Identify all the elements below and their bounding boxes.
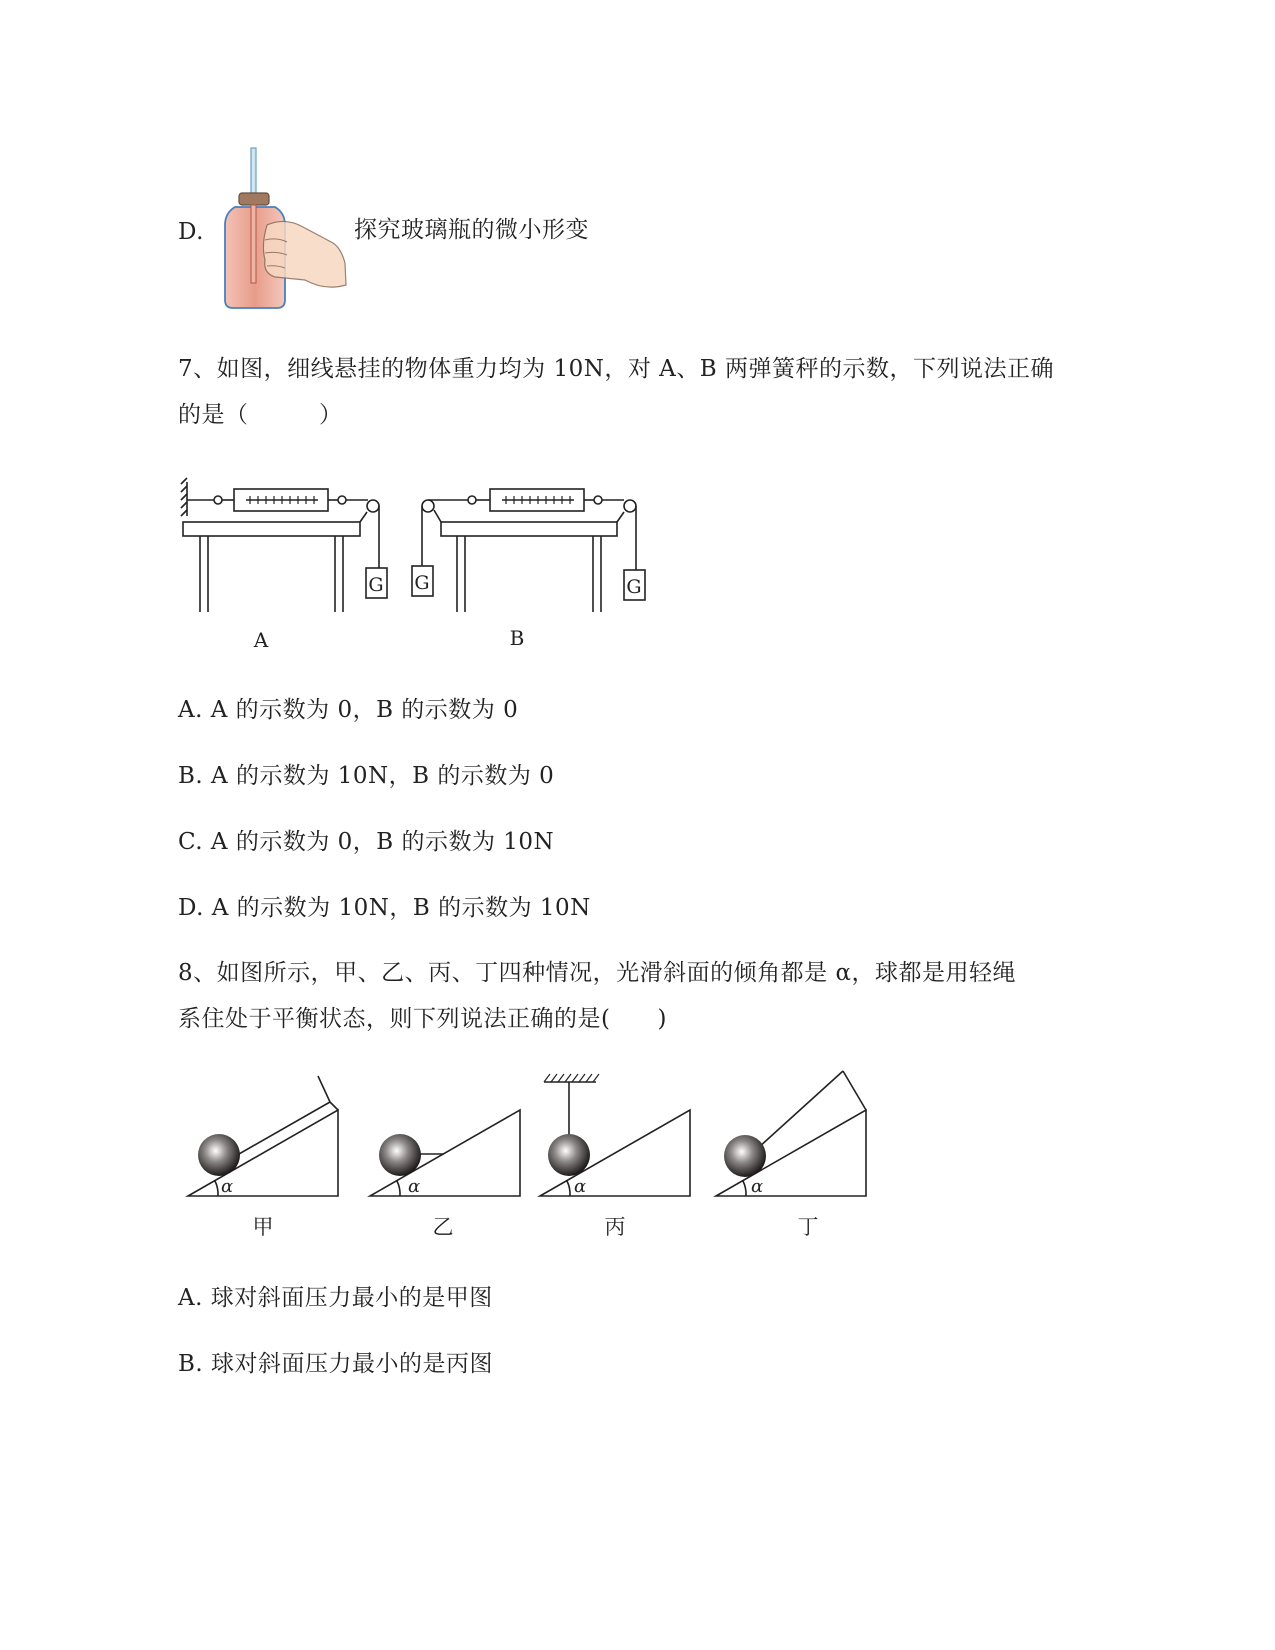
ball-ding xyxy=(724,1135,766,1177)
weight-b-left-label: G xyxy=(414,572,430,594)
weight-a-label: G xyxy=(368,574,384,596)
angle-label-jia: α xyxy=(221,1176,234,1197)
q8-text-line2: 系住处于平衡状态，则下列说法正确的是( ) xyxy=(178,1006,667,1032)
ball-jia xyxy=(198,1134,240,1176)
angle-label-ding: α xyxy=(751,1176,764,1197)
pulley-b-right xyxy=(624,500,636,512)
q8-option-b: B. 球对斜面压力最小的是丙图 xyxy=(178,1351,494,1377)
angle-label-bing: α xyxy=(574,1176,587,1197)
q7-option-a: A. A 的示数为 0，B 的示数为 0 xyxy=(178,697,519,723)
q7-spring-scale-figure xyxy=(178,470,658,660)
q8-text-line1: 8、如图所示，甲、乙、丙、丁四种情况，光滑斜面的倾角都是 α，球都是用轻绳 xyxy=(178,960,1016,986)
table-a xyxy=(183,522,360,536)
glass-bottle-figure xyxy=(215,145,350,315)
q7-option-b: B. A 的示数为 10N，B 的示数为 0 xyxy=(178,763,555,789)
setup-a xyxy=(181,478,387,612)
table-b xyxy=(441,522,617,536)
q7-text-line1: 7、如图，细线悬挂的物体重力均为 10N，对 A、B 两弹簧秤的示数，下列说法正确 xyxy=(178,356,1054,382)
q8-incline-figure xyxy=(178,1068,878,1248)
pulley-a xyxy=(367,500,379,512)
weight-b-right-label: G xyxy=(626,576,642,598)
label-yi: 乙 xyxy=(432,1215,454,1239)
setup-b xyxy=(412,489,645,612)
figure-label-b: B xyxy=(509,626,525,650)
inner-tube xyxy=(251,205,256,283)
q8-option-a: A. 球对斜面压力最小的是甲图 xyxy=(178,1285,493,1311)
q7-option-c: C. A 的示数为 0，B 的示数为 10N xyxy=(178,829,555,855)
ball-yi xyxy=(379,1134,421,1176)
incline-bing xyxy=(540,1074,690,1196)
q7-text-line2: 的是（ ） xyxy=(178,402,343,428)
option-d-caption: 探究玻璃瓶的微小形变 xyxy=(354,217,589,243)
label-jia: 甲 xyxy=(252,1215,274,1239)
angle-label-yi: α xyxy=(408,1176,421,1197)
figure-label-a: A xyxy=(253,628,269,652)
option-d-letter: D. xyxy=(178,219,204,245)
hand xyxy=(263,221,346,287)
q7-option-d: D. A 的示数为 10N，B 的示数为 10N xyxy=(178,895,591,921)
incline-ding xyxy=(716,1071,866,1196)
label-ding: 丁 xyxy=(797,1215,819,1239)
pulley-b-left xyxy=(422,500,434,512)
bottle-cap xyxy=(239,193,269,205)
ball-bing xyxy=(548,1134,590,1176)
label-bing: 丙 xyxy=(604,1215,626,1239)
